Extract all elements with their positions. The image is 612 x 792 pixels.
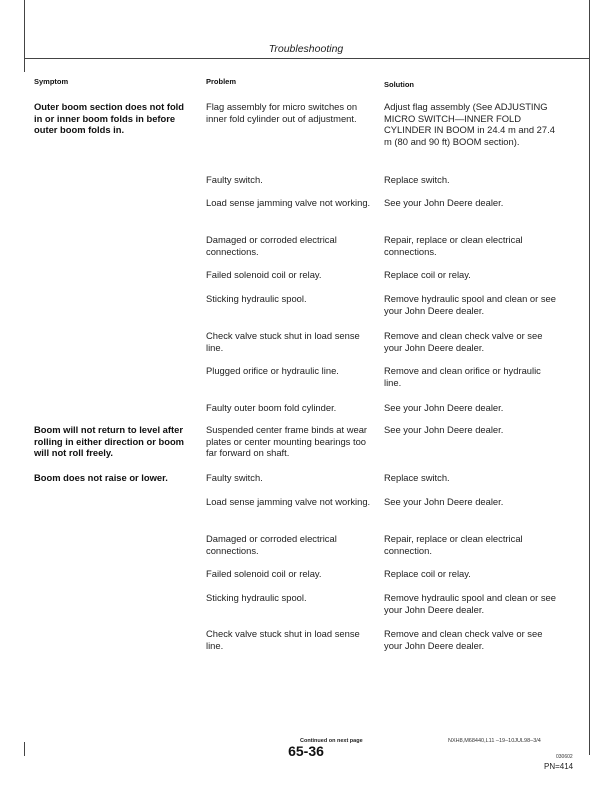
print-code: 030602 bbox=[556, 754, 573, 760]
page-title: Troubleshooting bbox=[268, 43, 344, 55]
solution-cell: Repair, replace or clean electrical connection. bbox=[384, 533, 523, 556]
problem-cell: Damaged or corroded electrical connections. bbox=[206, 533, 337, 556]
continued-notice: Continued on next page bbox=[300, 738, 363, 744]
symptom-outer-boom-fold: Outer boom section does not fold in or inner boom folds in before outer boom folds in. bbox=[34, 101, 184, 135]
solution-cell: Adjust flag assembly (See ADJUSTING MICRO SWITCH—INNER FOLD CYLINDER IN BOOM in 24.4 m and 27.4 m (80 and 90 ft) BOOM section). bbox=[384, 101, 555, 147]
solution-cell: See your John Deere dealer. bbox=[384, 197, 504, 208]
page-frame-left bbox=[24, 0, 25, 72]
symptom-boom-raise-lower: Boom does not raise or lower. bbox=[34, 472, 168, 483]
column-header-solution: Solution bbox=[384, 80, 414, 89]
solution-cell: See your John Deere dealer. bbox=[384, 424, 504, 435]
solution-cell: Remove and clean check valve or see your John Deere dealer. bbox=[384, 628, 543, 651]
solution-cell: Remove and clean check valve or see your John Deere dealer. bbox=[384, 330, 543, 353]
problem-cell: Faulty outer boom fold cylinder. bbox=[206, 402, 337, 413]
solution-cell: Replace switch. bbox=[384, 174, 450, 185]
solution-cell: Replace coil or relay. bbox=[384, 269, 471, 280]
header-divider bbox=[24, 58, 590, 59]
solution-cell: Repair, replace or clean electrical connections. bbox=[384, 234, 523, 257]
document-code: NXH8,M68440,L11 –19–10JUL98–3/4 bbox=[448, 738, 541, 744]
column-header-problem: Problem bbox=[206, 77, 237, 86]
problem-cell: Suspended center frame binds at wear plates or center mounting bearings too far forward on shaft. bbox=[206, 424, 368, 458]
solution-cell: Remove and clean orifice or hydraulic line. bbox=[384, 365, 541, 388]
problem-cell: Check valve stuck shut in load sense line. bbox=[206, 628, 360, 651]
solution-cell: Remove hydraulic spool and clean or see your John Deere dealer. bbox=[384, 293, 556, 316]
problem-cell: Sticking hydraulic spool. bbox=[206, 293, 307, 304]
problem-cell: Damaged or corroded electrical connections. bbox=[206, 234, 337, 257]
problem-cell: Load sense jamming valve not working. bbox=[206, 197, 371, 208]
page-frame-right bbox=[589, 0, 590, 755]
problem-cell: Faulty switch. bbox=[206, 174, 263, 185]
solution-cell: Replace switch. bbox=[384, 472, 450, 483]
solution-cell: Remove hydraulic spool and clean or see your John Deere dealer. bbox=[384, 592, 556, 615]
problem-cell: Load sense jamming valve not working. bbox=[206, 496, 371, 507]
solution-cell: See your John Deere dealer. bbox=[384, 402, 504, 413]
problem-cell: Failed solenoid coil or relay. bbox=[206, 269, 322, 280]
problem-cell: Sticking hydraulic spool. bbox=[206, 592, 307, 603]
solution-cell: See your John Deere dealer. bbox=[384, 496, 504, 507]
page-number: 65-36 bbox=[288, 743, 324, 759]
problem-cell: Faulty switch. bbox=[206, 472, 263, 483]
pn-number: PN=414 bbox=[544, 762, 574, 771]
problem-cell: Flag assembly for micro switches on inner fold cylinder out of adjustment. bbox=[206, 101, 358, 124]
problem-cell: Check valve stuck shut in load sense line. bbox=[206, 330, 360, 353]
problem-cell: Failed solenoid coil or relay. bbox=[206, 568, 322, 579]
problem-cell: Plugged orifice or hydraulic line. bbox=[206, 365, 339, 376]
column-header-symptom: Symptom bbox=[34, 77, 69, 86]
solution-cell: Replace coil or relay. bbox=[384, 568, 471, 579]
symptom-boom-level-roll: Boom will not return to level after rolling in either direction or boom will not roll freely. bbox=[34, 424, 185, 458]
